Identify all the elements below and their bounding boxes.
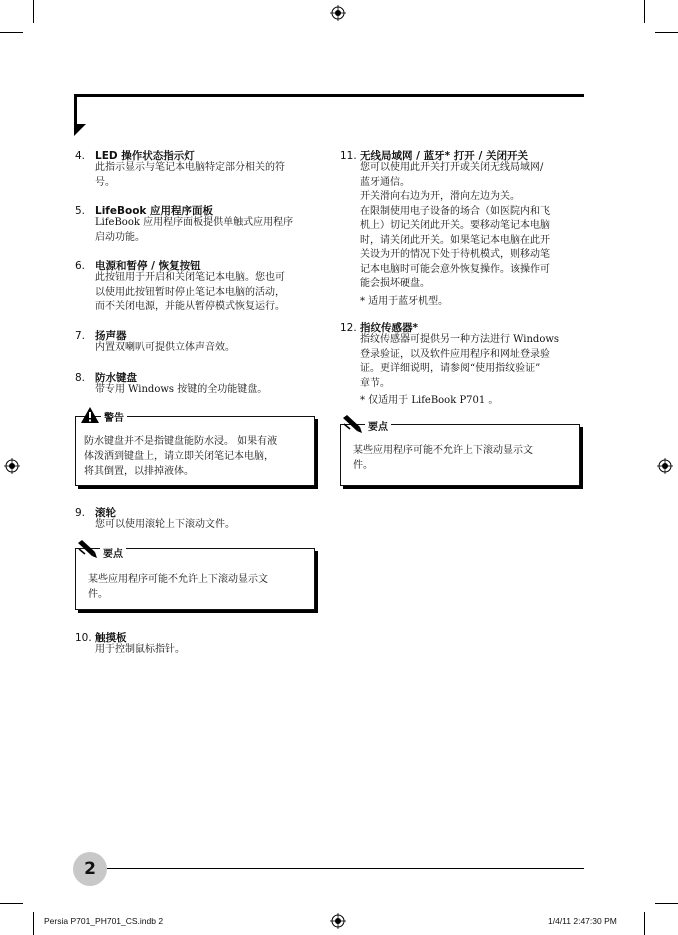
crop-mark [655, 903, 678, 904]
warning-text: 防水键盘并不是指键盘能防水浸。 如果有液 体泼洒到键盘上，请立即关闭笔记本电脑， 将其倒置，以排掉液体。 [84, 436, 278, 477]
page-number: 2 [84, 859, 96, 879]
header-corner-wedge [74, 94, 86, 136]
item-body: 用于控制鼠标指针。 [95, 644, 185, 655]
crop-mark [33, 912, 34, 935]
item-title: 4. LED 操作状态指示灯 [75, 150, 195, 162]
item-title: 10. 触摸板 [75, 632, 127, 644]
item-body: LifeBook 应用程序面板提供单触式应用程序 启动功能。 [95, 217, 294, 243]
registration-mark-icon [657, 458, 673, 474]
pencil-note-icon [76, 539, 98, 559]
crop-mark [33, 0, 34, 23]
registration-mark-icon [330, 5, 346, 21]
crop-mark [644, 0, 645, 23]
item-body: 您可以使用滚轮上下滚动文件。 [95, 519, 235, 530]
note-box [340, 424, 580, 486]
note-text: 某些应用程序可能不允许上下滚动显示文 件。 [88, 574, 268, 600]
footer-rule [107, 868, 584, 869]
crop-mark [644, 912, 645, 935]
item-title: 6. 电源和暂停 / 恢复按钮 [75, 260, 201, 272]
item-title: 5. LifeBook 应用程序面板 [75, 205, 214, 217]
item-title: 9. 滚轮 [75, 507, 116, 519]
footer-filename: Persia P701_PH701_CS.indb 2 [44, 916, 164, 926]
note-text: 某些应用程序可能不允许上下滚动显示文 件。 [353, 445, 533, 471]
item-title: 11. 无线局域网 / 蓝牙* 打开 / 关闭开关 [340, 150, 528, 162]
item-body: 此按钮用于开启和关闭笔记本电脑。您也可 以使用此按钮暂时停止笔记本电脑的活动， 而不关闭电源，并能从暂停模式恢复运行。 [95, 272, 285, 312]
item-body: 您可以使用此开关打开或关闭无线局域网/ 蓝牙通信。 开关滑向右边为开，滑向左边为关。 在限制使用电子设备的场合（如医院内和飞 机上）切记关闭此开关。要移动笔记本电脑 时，请关闭此开关。如果笔记本电脑在此开 关设为开的情况下处于待机模式，则移动笔 记本电脑时可能会意外恢复操作。该操作可 能会损坏硬盘。 * 适用于蓝牙机型。 [360, 162, 550, 307]
warning-label: 警告 [101, 409, 127, 424]
crop-mark [655, 32, 678, 33]
note-label: 要点 [100, 545, 126, 560]
item-body: 内置双喇叭可提供立体声音效。 [95, 342, 235, 353]
registration-mark-icon [4, 458, 20, 474]
warning-triangle-icon [80, 406, 100, 424]
note-label: 要点 [365, 418, 391, 433]
registration-mark-icon [330, 913, 346, 929]
item-title: 7. 扬声器 [75, 330, 127, 342]
item-title: 8. 防水键盘 [75, 372, 137, 384]
footer-timestamp: 1/4/11 2:47:30 PM [548, 916, 617, 926]
header-rule [76, 94, 584, 97]
crop-mark [0, 903, 23, 904]
warning-box [75, 416, 315, 486]
item-body: 指纹传感器可提供另一种方法进行 Windows 登录验证，以及软件应用程序和网址登录验 证。更详细说明，请参阅“使用指纹验证” 章节。 * 仅适用于 LifeBook P701 。 [360, 334, 560, 406]
item-body: 此指示显示与笔记本电脑特定部分相关的符 号。 [95, 162, 285, 188]
crop-mark [0, 32, 23, 33]
pencil-note-icon [341, 414, 363, 434]
item-body: 带专用 Windows 按键的全功能键盘。 [95, 384, 268, 395]
item-title: 12. 指纹传感器* [340, 322, 418, 334]
